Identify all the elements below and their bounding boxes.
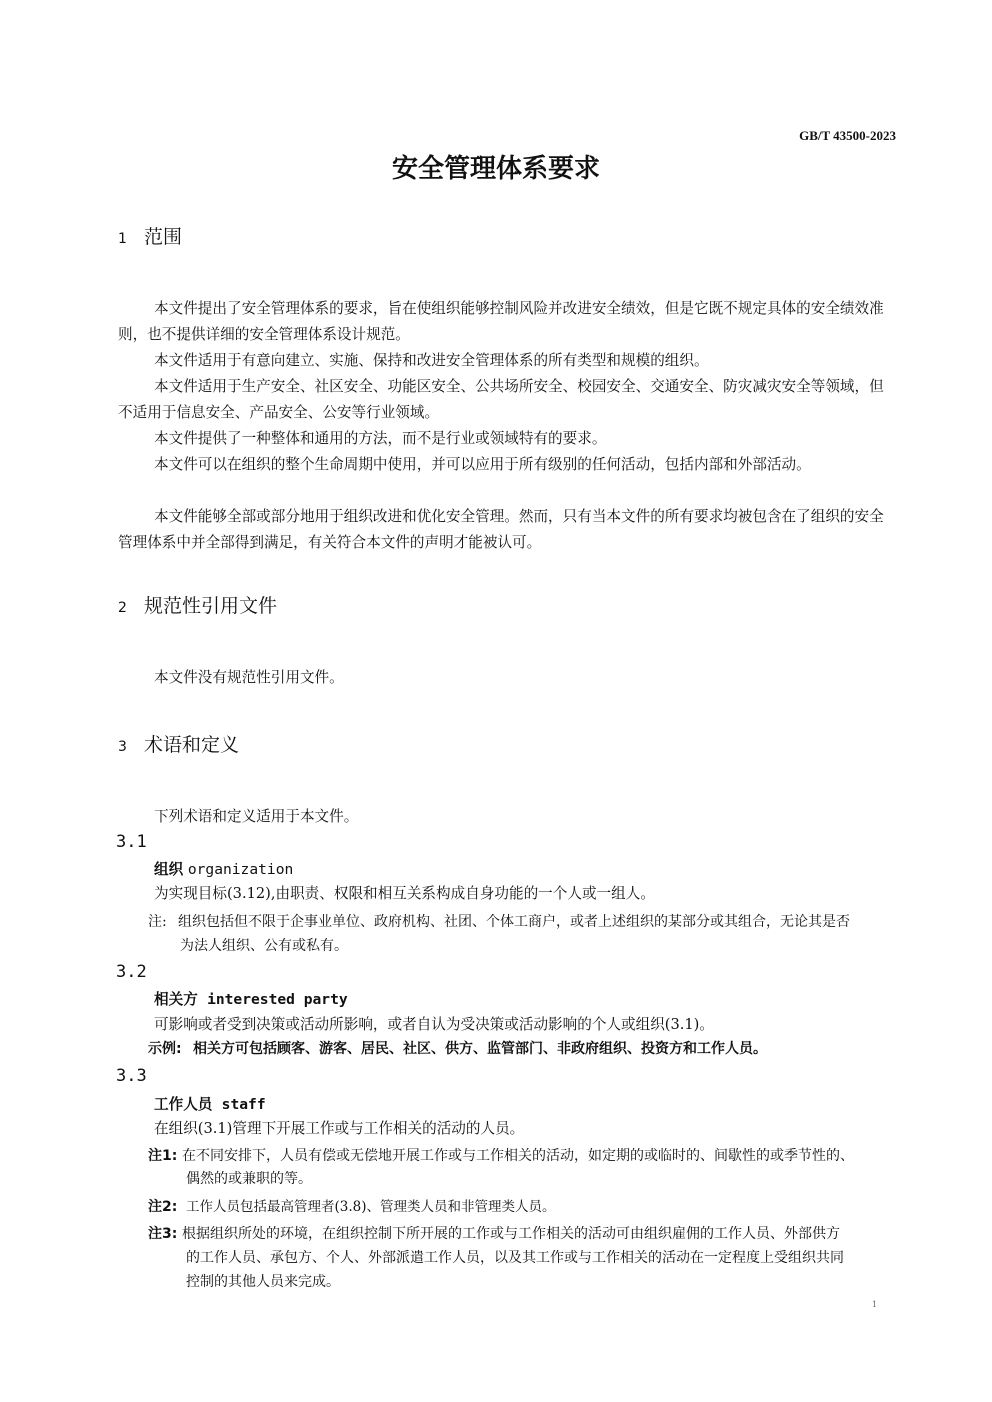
example-text: 相关方可包括顾客、游客、居民、社区、供方、监管部门、非政府组织、投资方和工作人员。	[193, 1041, 767, 1057]
note-label: 注1:	[148, 1148, 178, 1164]
term-heading	[154, 988, 348, 1009]
term-en: staff	[221, 1096, 266, 1113]
term-number: 3.1	[116, 832, 147, 852]
example-label: 示例:	[148, 1041, 182, 1057]
paragraph: 下列术语和定义适用于本文件。	[154, 808, 359, 825]
term-definition: 可影响或者受到决策或活动所影响，或者自认为受决策或活动影响的个人或组织(3.1)。	[154, 1016, 714, 1033]
section-number: 3	[118, 739, 127, 755]
paragraph: 本文件提供了一种整体和通用的方法，而不是行业或领域特有的要求。	[154, 430, 607, 447]
note-text: 为法人组织、公有或私有。	[180, 938, 348, 954]
paragraph: 本文件提出了安全管理体系的要求，旨在使组织能够控制风险并改进安全绩效，但是它既不规定具体的安全绩效准则，也不提供详细的安全管理体系设计规范。	[118, 300, 884, 343]
paragraph: 本文件能够全部或部分地用于组织改进和优化安全管理。然而，只有当本文件的所有要求均被包含在了组织的安全管理体系中并全部得到满足，有关符合本文件的声明才能被认可。	[118, 508, 884, 551]
note-label: 注:	[148, 914, 167, 930]
standard-code: GB/T 43500-2023	[799, 128, 896, 143]
note-label: 注3:	[148, 1226, 178, 1242]
term-number: 3.2	[116, 962, 147, 982]
note-text: 在不同安排下，人员有偿或无偿地开展工作或与工作相关的活动，如定期的或临时的、间歇性的或季节性的、	[182, 1148, 854, 1164]
term-zh: 组织	[154, 861, 184, 878]
note-text: 根据组织所处的环境，在组织控制下所开展的工作或与工作相关的活动可由组织雇佣的工作人员、外部供方	[182, 1226, 840, 1242]
note-label: 注2:	[148, 1199, 178, 1215]
term-heading	[154, 1093, 266, 1114]
section-2-heading	[118, 591, 277, 618]
section-title: 术语和定义	[144, 734, 240, 756]
term-zh: 工作人员	[154, 1096, 213, 1113]
term-en: interested party	[207, 991, 348, 1008]
section-number: 2	[118, 600, 127, 616]
section-3-heading	[118, 730, 239, 757]
paragraph: 本文件适用于生产安全、社区安全、功能区安全、公共场所安全、校园安全、交通安全、防灾减灾安全等领域，但不适用于信息安全、产品安全、公安等行业领域。	[118, 378, 884, 421]
note-text: 控制的其他人员来完成。	[186, 1274, 340, 1290]
term-definition: 在组织(3.1)管理下开展工作或与工作相关的活动的人员。	[154, 1120, 525, 1137]
term-zh: 相关方	[154, 991, 198, 1008]
document-title: 安全管理体系要求	[391, 154, 600, 184]
paragraph: 本文件可以在组织的整个生命周期中使用，并可以应用于所有级别的任何活动，包括内部和外部活动。	[154, 456, 811, 473]
term-definition: 为实现目标(3.12),由职责、权限和相互关系构成自身功能的一个人或一组人。	[154, 885, 655, 902]
note-text: 组织包括但不限于企事业单位、政府机构、社团、个体工商户，或者上述组织的某部分或其组合，无论其是否	[178, 914, 850, 930]
paragraph: 本文件没有规范性引用文件。	[154, 669, 344, 686]
term-en: organization	[187, 861, 294, 878]
note-text: 偶然的或兼职的等。	[186, 1171, 312, 1187]
paragraph: 本文件适用于有意向建立、实施、保持和改进安全管理体系的所有类型和规模的组织。	[154, 352, 709, 369]
page-number: 1	[872, 1300, 878, 1309]
section-title: 规范性引用文件	[144, 595, 278, 617]
section-1-heading	[118, 222, 182, 249]
term-heading	[154, 858, 293, 879]
note-text: 的工作人员、承包方、个人、外部派遣工作人员，以及其工作或与工作相关的活动在一定程度上受组织共同	[186, 1250, 844, 1266]
term-number: 3.3	[116, 1066, 147, 1086]
section-number: 1	[118, 231, 127, 247]
note-text: 工作人员包括最高管理者(3.8)、管理类人员和非管理类人员。	[186, 1199, 556, 1215]
section-title: 范围	[144, 226, 183, 248]
